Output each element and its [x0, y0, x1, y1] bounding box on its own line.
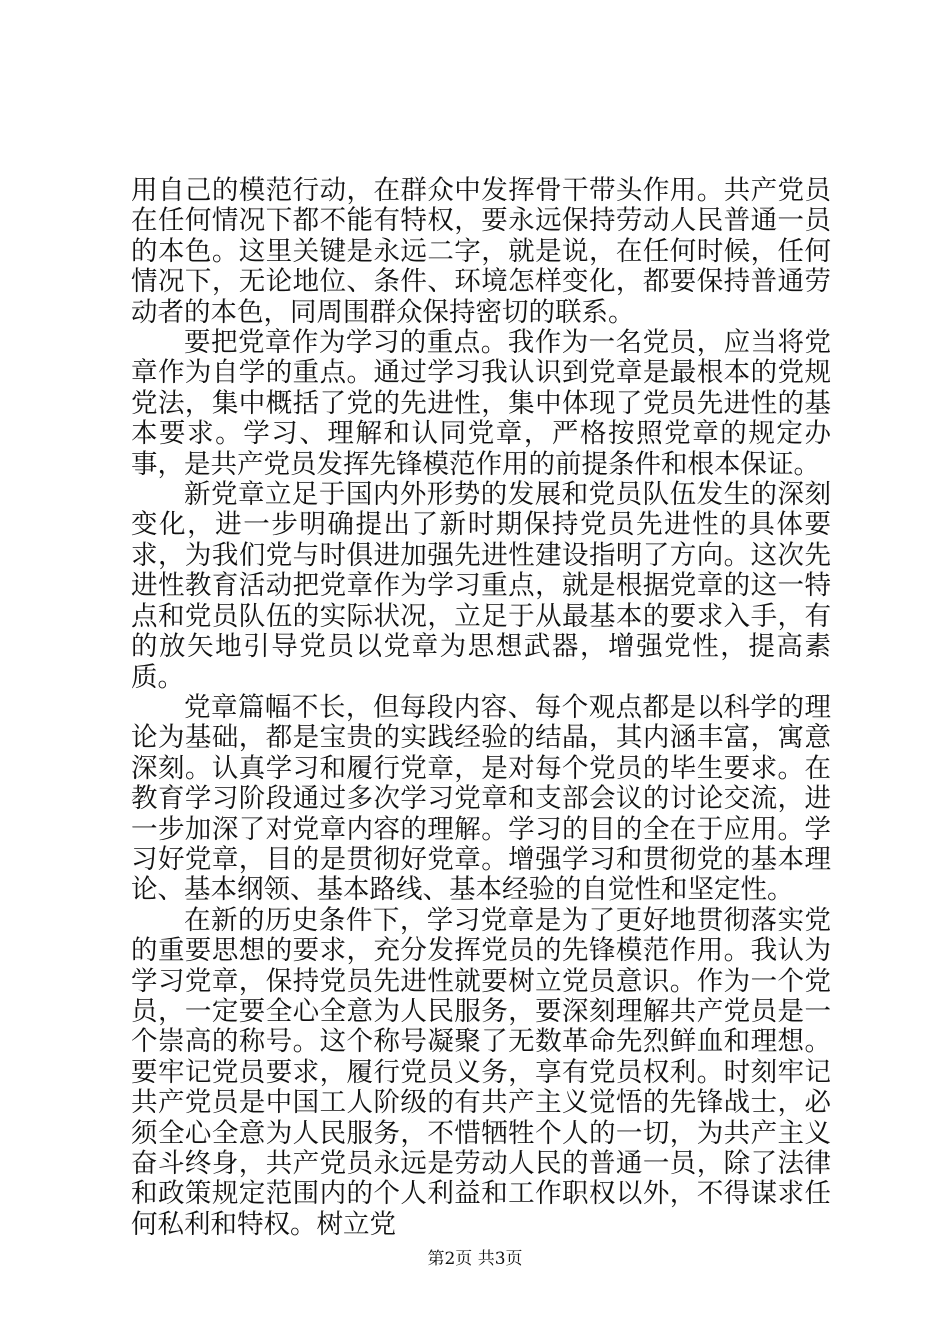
paragraph-3: 新党章立足于国内外形势的发展和党员队伍发生的深刻变化，进一步明确提出了新时期保持党员先进性的具体要求，为我们党与时俱进加强先进性建设指明了方向。这次先进性教育活动把党章作为学习重点，就是根据党章的这一特点和党员队伍的实际状况，立足于从最基本的要求入手，有的放矢地引导党员以党章为思想武器，增强党性，提高素质。 [131, 479, 831, 693]
paragraph-2: 要把党章作为学习的重点。我作为一名党员，应当将党章作为自学的重点。通过学习我认识到党章是最根本的党规党法，集中概括了党的先进性，集中体现了党员先进性的基本要求。学习、理解和认同党章，严格按照党章的规定办事，是共产党员发挥先锋模范作用的前提条件和根本保证。 [131, 327, 831, 480]
paragraph-1: 用自己的模范行动，在群众中发挥骨干带头作用。共产党员在任何情况下都不能有特权，要永远保持劳动人民普通一员的本色。这里关键是永远二字，就是说，在任何时候，任何情况下，无论地位、条件、环境怎样变化，都要保持普通劳动者的本色，同周围群众保持密切的联系。 [131, 175, 831, 328]
document-body [131, 176, 831, 1240]
paragraph-4: 党章篇幅不长，但每段内容、每个观点都是以科学的理论为基础，都是宝贵的实践经验的结晶，其内涵丰富，寓意深刻。认真学习和履行党章，是对每个党员的毕生要求。在教育学习阶段通过多次学习党章和支部会议的讨论交流，进一步加深了对党章内容的理解。学习的目的全在于应用。学习好党章，目的是贯彻好党章。增强学习和贯彻党的基本理论、基本纲领、基本路线、基本经验的自觉性和坚定性。 [131, 691, 831, 906]
page-number-footer: 第2页 共3页 [427, 1249, 523, 1269]
paragraph-5: 在新的历史条件下，学习党章是为了更好地贯彻落实党的重要思想的要求，充分发挥党员的先锋模范作用。我认为学习党章，保持党员先进性就要树立党员意识。作为一个党员，一定要全心全意为人民服务，要深刻理解共产党员是一个崇高的称号。这个称号凝聚了无数革命先烈鲜血和理想。要牢记党员要求，履行党员义务，享有党员权利。时刻牢记共产党员是中国工人阶级的有共产主义觉悟的先锋战士，必须全心全意为人民服务，不惜牺牲个人的一切，为共产主义奋斗终身，共产党员永远是劳动人民的普通一员，除了法律和政策规定范围内的个人利益和工作职权以外，不得谋求任何私利和特权。树立党 [131, 904, 831, 1240]
